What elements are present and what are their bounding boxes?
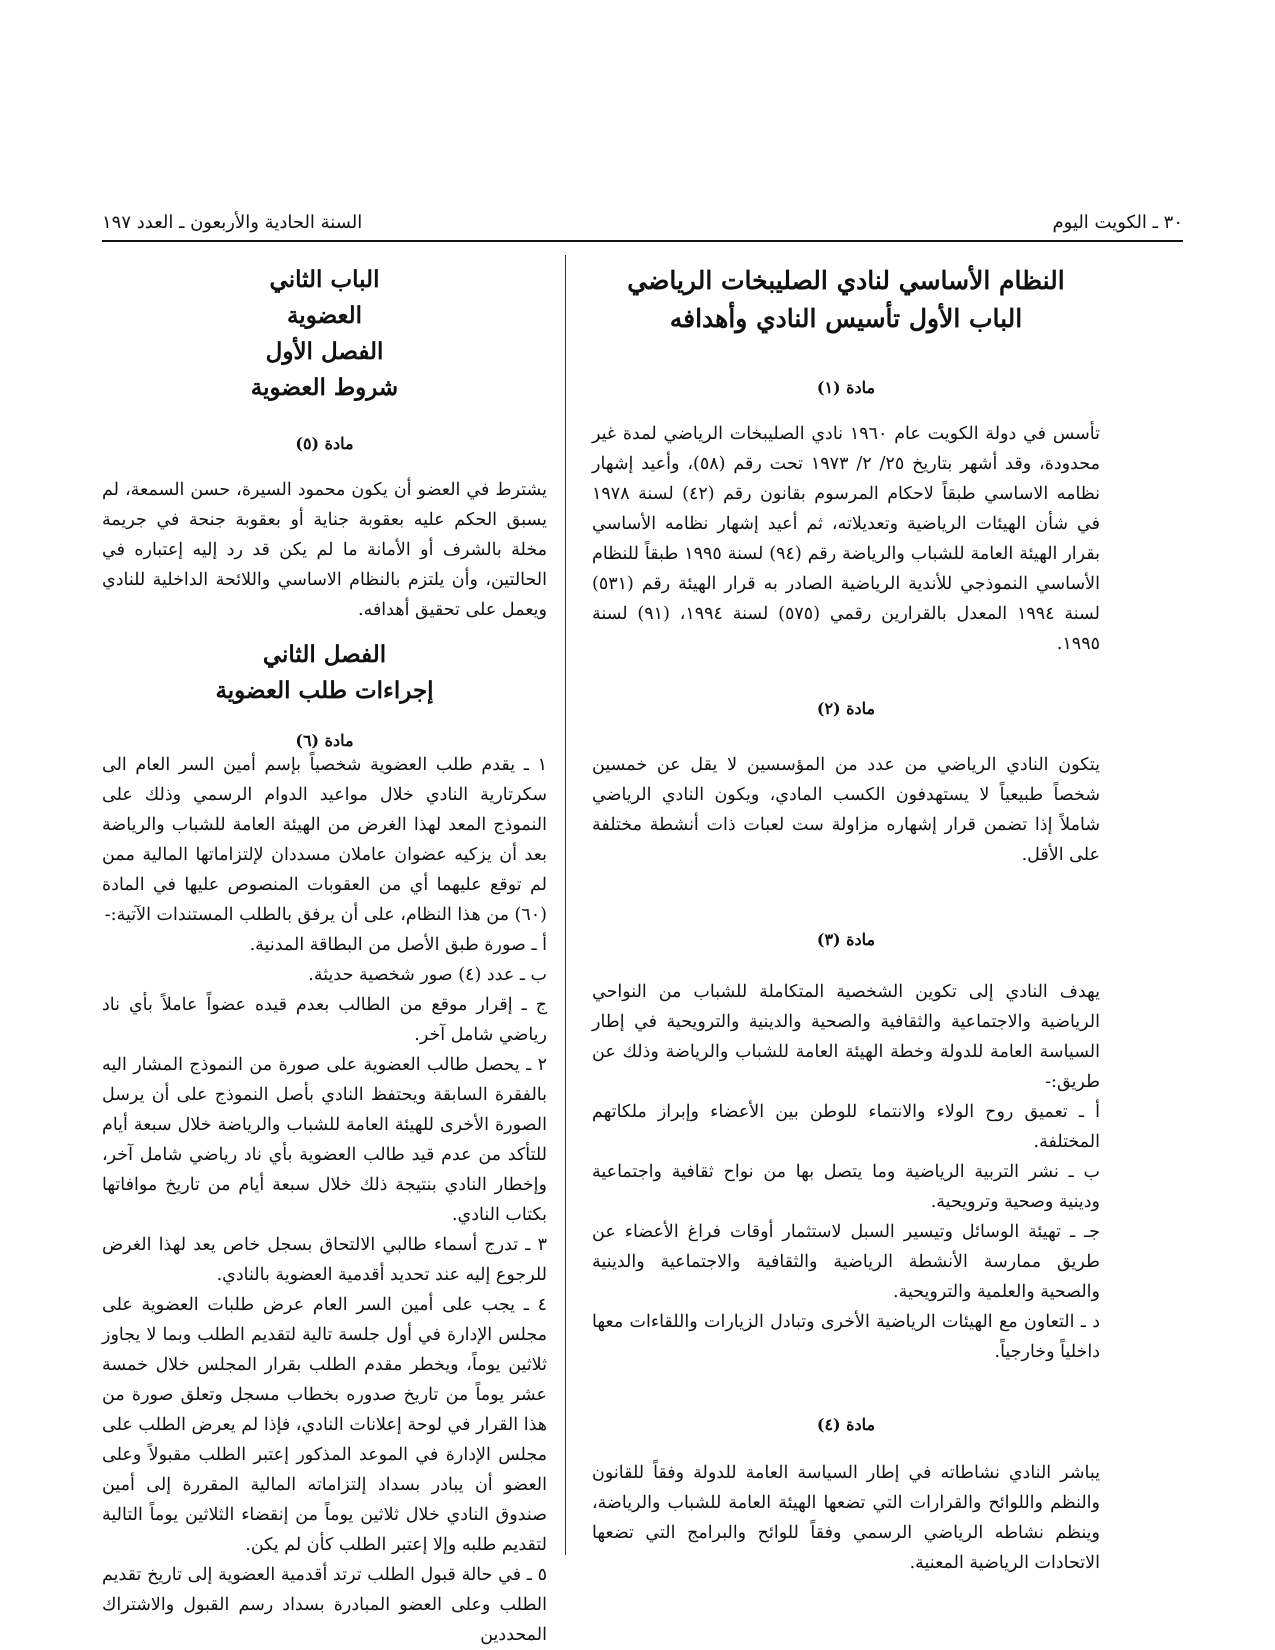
article-6-item-a: أ ـ صورة طبق الأصل من البطاقة المدنية. xyxy=(249,935,547,955)
chapter-two-title: العضوية xyxy=(286,302,363,329)
article-4-text: يباشر النادي نشاطاته في إطار السياسة العامة للدولة وفقاً للقانون والنظم واللوائح والقرارات التي تضعها الهيئة العامة للشباب والرياضة، وينظم نشاطه الرياضي الرسمي وفقاً للوائح والبرامج التي تضعها الاتحادات الرياضية المعنية. xyxy=(592,1463,1100,1573)
section-one-heading: الفصل الأول xyxy=(265,338,384,365)
section-two-heading: الفصل الثاني xyxy=(262,641,387,668)
article-3-item-a: أ ـ تعميق روح الولاء والانتماء للوطن بين الأعضاء وإبراز ملكاتهم المختلفة. xyxy=(592,1102,1100,1152)
article-3-item-d: د ـ التعاون مع الهيئات الرياضية الأخرى وتبادل الزيارات واللقاءات معها داخلياً وخارجياً. xyxy=(592,1312,1100,1362)
article-6-item-c: ج ـ إقرار موقع من الطالب بعدم قيده عضواً عاملاً بأي ناد رياضي شامل آخر. xyxy=(102,995,547,1045)
article-5-label: مادة (٥) xyxy=(295,434,354,453)
chapter-two-heading: الباب الثاني xyxy=(269,266,380,293)
article-6-para-3: ٣ ـ تدرج أسماء طالبي الالتحاق بسجل خاص يعد لهذا الغرض للرجوع إليه عند تحديد أقدمية العضوية بالنادي. xyxy=(102,1235,547,1285)
page-header xyxy=(102,210,1183,242)
right-column xyxy=(592,262,1100,1578)
article-3-label: مادة (٣) xyxy=(816,930,876,949)
article-6-para-4: ٤ ـ يجب على أمين السر العام عرض طلبات العضوية على مجلس الإدارة في أول جلسة تالية لتقديم الطلب وبما لا يجاوز ثلاثين يوماً، ويخطر مقدم الطلب بقرار المجلس خلال خمسة عشر يوماً من تاريخ صدوره بخطاب مسجل وتعلق صورة من هذا القرار في لوحة إعلانات النادي، فإذا لم يعرض الطلب على مجلس الإدارة في الموعد المذكور إعتبر الطلب مقبولاً وعلى العضو أن يبادر بسداد إلتزاماته المالية المقررة إلى أمين صندوق النادي خلال ثلاثين يوماً من إنقضاء الثلاثين يوماً التالية لتقديم طلبه وإلا إعتبر الطلب كأن لم يكن. xyxy=(102,1295,547,1555)
article-6-item-b: ب ـ عدد (٤) صور شخصية حديثة. xyxy=(308,965,547,985)
article-4-label: مادة (٤) xyxy=(816,1415,876,1434)
chapter-one-title: الباب الأول تأسيس النادي وأهدافه xyxy=(669,304,1023,333)
article-2-label: مادة (٢) xyxy=(816,699,876,718)
article-2-text: يتكون النادي الرياضي من عدد من المؤسسين لا يقل عن خمسين شخصاً طبيعياً لا يستهدفون الكسب المادي، ويكون النادي الرياضي شاملاً إذا تضمن قرار إشهاره مزاولة ست لعبات ذات أنشطة مختلفة على الأقل. xyxy=(592,755,1100,865)
article-6-para-5: ٥ ـ في حالة قبول الطلب ترتد أقدمية العضوية إلى تاريخ تقديم الطلب وعلى العضو المبادرة بسداد رسم القبول والاشتراك المحددين xyxy=(102,1565,547,1645)
article-6-para-2: ٢ ـ يحصل طالب العضوية على صورة من النموذج المشار اليه بالفقرة السابقة ويحتفظ النادي بأصل النموذج على أن يرسل الصورة الأخرى للهيئة العامة للشباب والرياضة خلال سبعة أيام للتأكد من عدم قيد طالب العضوية بأي ناد رياضي شامل آخر، وإخطار النادي بنتيجة ذلك خلال سبعة أيام من تاريخ موافاتها بكتاب النادي. xyxy=(102,1055,547,1225)
article-3-intro: يهدف النادي إلى تكوين الشخصية المتكاملة للشباب من النواحي الرياضية والاجتماعية والثقافية والصحية والدينية والترويحية في إطار السياسة العامة للدولة وخطة الهيئة العامة للشباب والرياضة وذلك عن طريق:- xyxy=(592,982,1100,1092)
section-two-title: إجراءات طلب العضوية xyxy=(215,677,434,704)
article-5-text: يشترط في العضو أن يكون محمود السيرة، حسن السمعة، لم يسبق الحكم عليه بعقوبة جناية أو بعقوبة جنحة في جريمة مخلة بالشرف أو الأمانة ما لم يكن قد رد إليه إعتباره في الحالتين، وأن يلتزم بالنظام الاساسي واللائحة الداخلية للنادي ويعمل على تحقيق أهدافه. xyxy=(102,480,547,620)
issue-info: السنة الحادية والأربعون ـ العدد ١٩٧ xyxy=(102,212,363,233)
article-6-label: مادة (٦) xyxy=(295,731,354,750)
left-column xyxy=(102,262,547,1650)
document-title: النظام الأساسي لنادي الصليبخات الرياضي xyxy=(627,266,1065,295)
article-1-label: مادة (١) xyxy=(816,378,876,397)
column-divider xyxy=(565,255,566,1555)
article-3-item-b: ب ـ نشر التربية الرياضية وما يتصل بها من نواح ثقافية واجتماعية ودينية وصحية وترويحية. xyxy=(592,1162,1100,1212)
article-1-text: تأسس في دولة الكويت عام ١٩٦٠ نادي الصليبخات الرياضي لمدة غير محدودة، وقد أشهر بتاريخ ٢٥/ ٢/ ١٩٧٣ تحت رقم (٥٨)، وأعيد إشهار نظامه الاساسي طبقاً لاحكام المرسوم بقانون رقم (٤٢) لسنة ١٩٧٨ في شأن الهيئات الرياضية وتعديلاته، ثم أعيد إشهار نظامه الأساسي بقرار الهيئة العامة للشباب والرياضة رقم (٩٤) لسنة ١٩٩٥ طبقاً للنظام الأساسي النموذجي للأندية الرياضية الصادر به قرار الهيئة رقم (٥٣١) لسنة ١٩٩٤ المعدل بالقرارين رقمي (٥٧٥) لسنة ١٩٩٤، (٩١) لسنة ١٩٩٥. xyxy=(592,424,1101,654)
article-3-item-c: جـ ـ تهيئة الوسائل وتيسير السبل لاستثمار أوقات فراغ الأعضاء عن طريق ممارسة الأنشطة الرياضية والثقافية والاجتماعية والدينية والصحية والعلمية والترويحية. xyxy=(592,1222,1100,1302)
article-6-para-1: ١ ـ يقدم طلب العضوية شخصياً بإسم أمين السر العام الى سكرتارية النادي خلال مواعيد الدوام الرسمي وذلك على النموذج المعد لهذا الغرض من الهيئة العامة للشباب والرياضة بعد أن يزكيه عضوان عاملان مسددان لإلتزاماتها المالية ممن لم توقع عليهما أي من العقوبات المنصوص عليها في المادة (٦٠) من هذا النظام، على أن يرفق بالطلب المستندات الآتية:- xyxy=(102,755,547,925)
page-number-publication: ٣٠ ـ الكويت اليوم xyxy=(1052,212,1183,233)
section-one-title: شروط العضوية xyxy=(250,374,399,401)
